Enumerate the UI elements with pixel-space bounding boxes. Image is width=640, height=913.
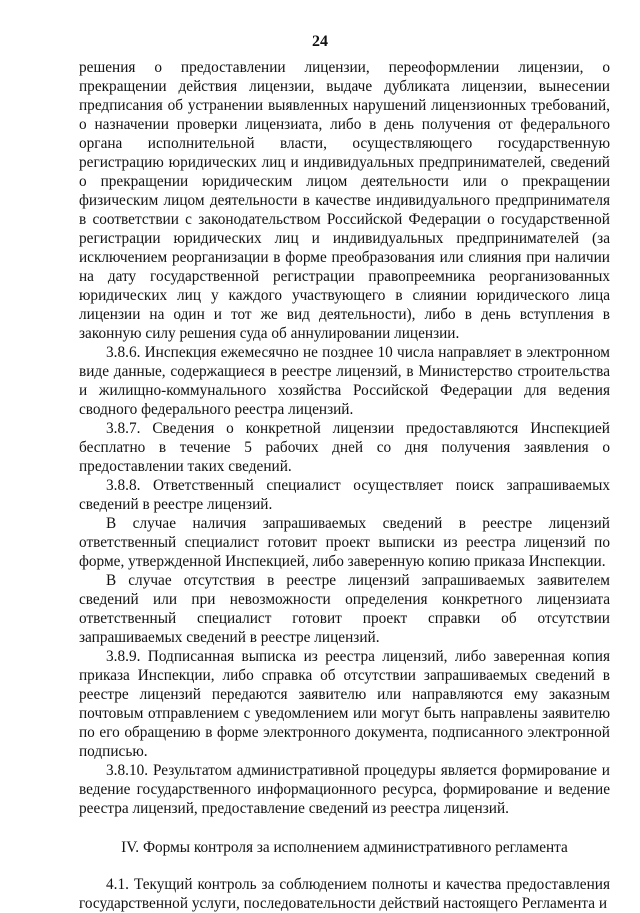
paragraph-3-8-9: 3.8.9. Подписанная выписка из реестра лицензий, либо заверенная копия приказа Инспекции, либо справка об отсутствии запрашиваемых сведений в реестре лицензий передаются заявителю или направляются ему заказным почтовым отправлением с уведомлением или могут быть направлены заявителю по его обращению в форме электронного документа, подписанного электронной подписью. <box>79 648 610 760</box>
section-heading: IV. Формы контроля за исполнением административного регламента <box>121 839 568 856</box>
paragraph-3-8-8: 3.8.8. Ответственный специалист осуществляет поиск запрашиваемых сведений в реестре лицензий. <box>79 477 610 513</box>
page-number: 24 <box>312 33 328 50</box>
paragraph-3-8-6: 3.8.6. Инспекция ежемесячно не позднее 10 числа направляет в электронном виде данные, содержащиеся в реестре лицензий, в Министерство строительства и жилищно-коммунального хозяйства Российской Федерации для ведения сводного федерального реестра лицензий. <box>79 344 610 418</box>
document-body <box>79 58 610 913</box>
paragraph-search-not-found: В случае отсутствия в реестре лицензий запрашиваемых заявителем сведений или при невозможности определения конкретного лицензиата ответственный специалист готовит проект справки об отсутствии запрашиваемых сведений в реестре лицензий. <box>79 572 610 646</box>
paragraph-continuation: решения о предоставлении лицензии, переоформлении лицензии, о прекращении действия лицензии, выдаче дубликата лицензии, вынесении предписания об устранении выявленных нарушений лицензионных требований, о назначении проверки лицензиата, либо в день получения от федерального органа исполнительной власти, осуществляющего государственную регистрацию юридических лиц и индивидуальных предпринимателей, сведений о прекращении юридическим лицом деятельности или о прекращении физическим лицом деятельности в качестве индивидуального предпринимателя в соответствии с законодательством Российской Федерации о государственной регистрации юридических лиц и индивидуальных предпринимателей (за исключением реорганизации в форме преобразования или слияния при наличии на дату государственной регистрации правопреемника реорганизованных юридических лиц у каждого участвующего в слиянии юридического лица лицензии на один и тот же вид деятельности), либо в день вступления в законную силу решения суда об аннулировании лицензии. <box>79 59 610 342</box>
paragraph-3-8-7: 3.8.7. Сведения о конкретной лицензии предоставляются Инспекцией бесплатно в течение 5 рабочих дней со дня получения заявления о предоставлении таких сведений. <box>79 420 610 475</box>
paragraph-3-8-10: 3.8.10. Результатом административной процедуры является формирование и ведение государственного информационного ресурса, формирование и ведение реестра лицензий, предоставление сведений из реестра лицензий. <box>79 762 610 817</box>
paragraph-4-1: 4.1. Текущий контроль за соблюдением полноты и качества предоставления государственной услуги, последовательности действий настоящего Регламента и <box>79 876 610 912</box>
paragraph-search-found: В случае наличия запрашиваемых сведений в реестре лицензий ответственный специалист готовит проект выписки из реестра лицензий по форме, утвержденной Инспекцией, либо заверенную копию приказа Инспекции. <box>79 515 610 570</box>
